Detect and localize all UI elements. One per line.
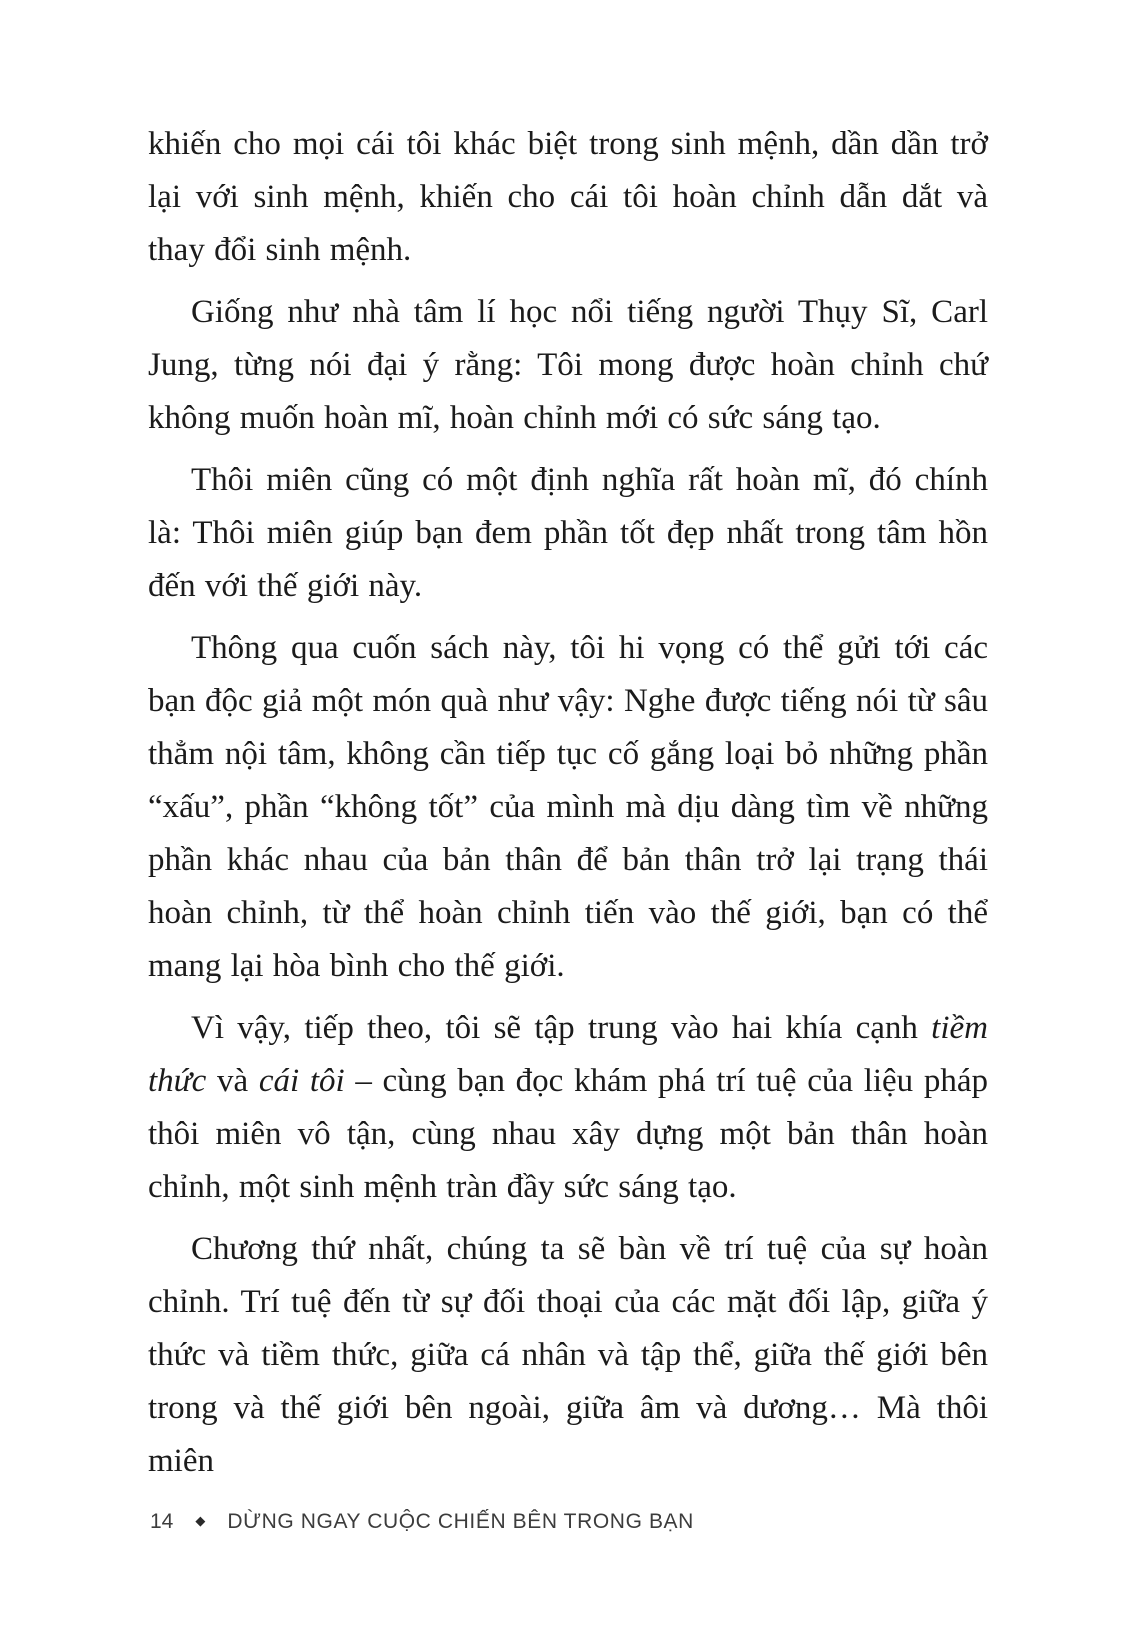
paragraph-two-aspects-lead: Vì vậy, tiếp theo, tôi sẽ tập trung vào hai khía cạnh <box>191 1010 932 1046</box>
paragraph-book-gift: Thông qua cuốn sách này, tôi hi vọng có thể gửi tới các bạn độc giả một món quà như vậy: Nghe được tiếng nói từ sâu thẳm nội tâm, không cần tiếp tục cố gắng loại bỏ những phần “xấu”, phần “không tốt” của mình mà dịu dàng tìm về những phần khác nhau của bản thân để bản thân trở lại trạng thái hoàn chỉnh, từ thể hoàn chỉnh tiến vào thế giới, bạn có thể mang lại hòa bình cho thế giới. <box>148 630 988 984</box>
page-footer <box>150 1510 694 1534</box>
page-number: 14 <box>150 1510 174 1533</box>
running-title: DỪNG NGAY CUỘC CHIẾN BÊN TRONG BẠN <box>227 1510 694 1533</box>
paragraph-two-aspects <box>148 1002 988 1214</box>
term-cai-toi: cái tôi <box>258 1063 345 1099</box>
body-text-block <box>148 118 988 1497</box>
paragraph-continuation: khiến cho mọi cái tôi khác biệt trong sinh mệnh, dần dần trở lại với sinh mệnh, khiến cho cái tôi hoàn chỉnh dẫn dắt và thay đổi sinh mệnh. <box>148 126 988 268</box>
diamond-icon: ◆ <box>195 1513 206 1528</box>
paragraph-hypnosis-definition: Thôi miên cũng có một định nghĩa rất hoàn mĩ, đó chính là: Thôi miên giúp bạn đem phần tốt đẹp nhất trong tâm hồn đến với thế giới này. <box>148 462 988 604</box>
paragraph-two-aspects-mid: và <box>206 1063 259 1099</box>
term-tiem-thuc: tiềm thức <box>148 1010 988 1099</box>
paragraph-two-aspects-tail: – cùng bạn đọc khám phá trí tuệ của liệu pháp thôi miên vô tận, cùng nhau xây dựng một bản thân hoàn chỉnh, một sinh mệnh tràn đầy sức sáng tạo. <box>148 1063 988 1205</box>
paragraph-carl-jung: Giống như nhà tâm lí học nổi tiếng người Thụy Sĩ, Carl Jung, từng nói đại ý rằng: Tôi mong được hoàn chỉnh chứ không muốn hoàn mĩ, hoàn chỉnh mới có sức sáng tạo. <box>148 294 988 436</box>
paragraph-chapter-one: Chương thứ nhất, chúng ta sẽ bàn về trí tuệ của sự hoàn chỉnh. Trí tuệ đến từ sự đối thoại của các mặt đối lập, giữa ý thức và tiềm thức, giữa cá nhân và tập thể, giữa thế giới bên trong và thế giới bên ngoài, giữa âm và dương… Mà thôi miên <box>148 1231 988 1479</box>
